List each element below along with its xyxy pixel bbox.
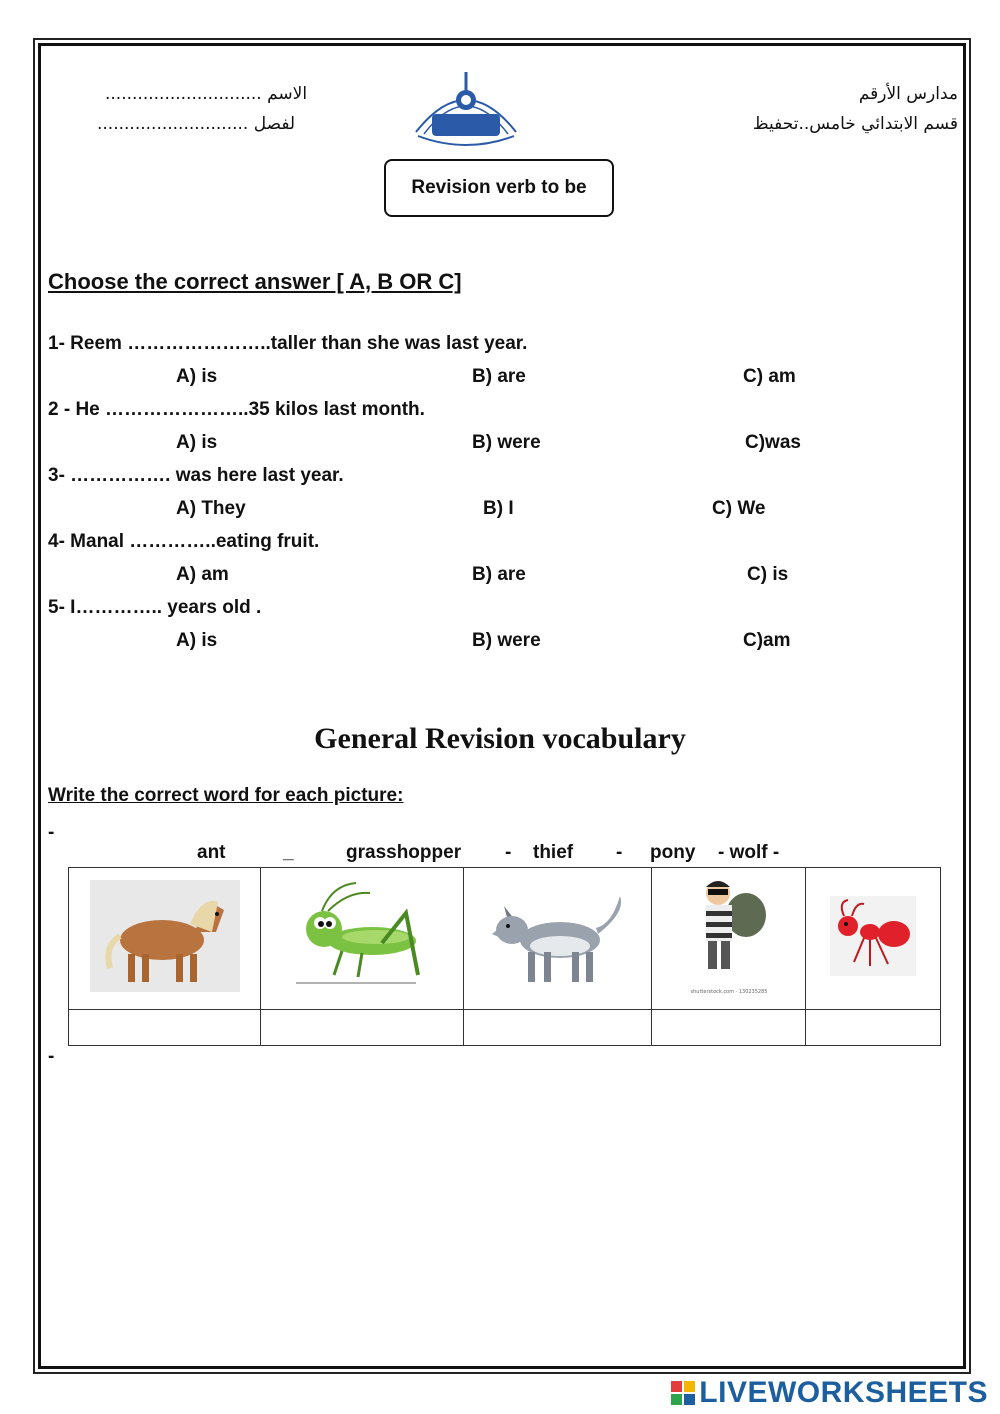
wolf-picture: [464, 868, 652, 1010]
section2-heading: General Revision vocabulary: [314, 722, 686, 755]
answer-cell-thief[interactable]: [652, 1010, 806, 1046]
answer-cell-grasshopper[interactable]: [261, 1010, 464, 1046]
liveworksheets-icon: [671, 1381, 695, 1405]
q2-option-b[interactable]: B) were: [472, 432, 541, 453]
picture-table: [68, 867, 941, 1046]
q3-option-c[interactable]: C) We: [712, 498, 766, 519]
page-border-inner: [38, 43, 966, 1369]
word-thief: thief: [533, 842, 574, 863]
section2-instruction: Write the correct word for each picture:: [48, 785, 404, 806]
word-pony: pony: [650, 842, 696, 863]
word-grasshopper: grasshopper: [346, 842, 462, 863]
ant-picture: [806, 868, 941, 1010]
grasshopper-picture: [261, 868, 464, 1010]
q5-option-c[interactable]: C)am: [743, 630, 791, 651]
dash-top: -: [48, 822, 55, 843]
q5-option-b[interactable]: B) were: [472, 630, 541, 651]
word-ant: ant: [197, 842, 226, 863]
school-logo: [410, 70, 522, 148]
question-4: 4- Manal …………..eating fruit.: [48, 531, 320, 552]
word-separator-1: _: [283, 842, 294, 863]
answer-cell-ant[interactable]: [806, 1010, 941, 1046]
q4-option-c[interactable]: C) is: [747, 564, 789, 585]
q3-option-a[interactable]: A) They: [176, 498, 246, 519]
question-2: 2 - He …………………..35 kilos last month.: [48, 399, 425, 420]
word-separator-2: -: [505, 842, 512, 863]
pony-picture: [69, 868, 261, 1010]
word-separator-3: -: [616, 842, 623, 863]
worksheet-title: Revision verb to be: [384, 159, 614, 217]
q3-option-b[interactable]: B) I: [483, 498, 514, 519]
question-5: 5- I………….. years old .: [48, 597, 262, 618]
q1-option-b[interactable]: B) are: [472, 366, 526, 387]
name-field[interactable]: الاسم .............................: [105, 84, 308, 104]
school-name: مدارس الأرقم: [858, 84, 958, 104]
q5-option-a[interactable]: A) is: [176, 630, 218, 651]
brand-text: LIVEWORKSHEETS: [699, 1376, 988, 1409]
question-1: 1- Reem …………………..taller than she was last year.: [48, 333, 528, 354]
dash-bottom: -: [48, 1046, 55, 1067]
q1-option-c[interactable]: C) am: [743, 366, 796, 387]
liveworksheets-logo: [671, 1376, 988, 1410]
q2-option-a[interactable]: A) is: [176, 432, 218, 453]
class-field[interactable]: لفصل ............................: [97, 114, 296, 134]
q4-option-b[interactable]: B) are: [472, 564, 526, 585]
word-wolf: - wolf -: [718, 842, 780, 863]
answer-cell-wolf[interactable]: [464, 1010, 652, 1046]
q4-option-a[interactable]: A) am: [176, 564, 229, 585]
thief-caption: shutterstock.com · 130235285: [690, 989, 767, 995]
answer-cell-pony[interactable]: [69, 1010, 261, 1046]
q1-option-a[interactable]: A) is: [176, 366, 218, 387]
department-label: قسم الابتدائي خامس..تحفيظ: [752, 114, 958, 134]
section1-heading: Choose the correct answer [ A, B OR C]: [48, 269, 462, 294]
q2-option-c[interactable]: C)was: [745, 432, 801, 453]
thief-picture: [652, 868, 806, 1010]
question-3: 3- ……………. was here last year.: [48, 465, 344, 486]
